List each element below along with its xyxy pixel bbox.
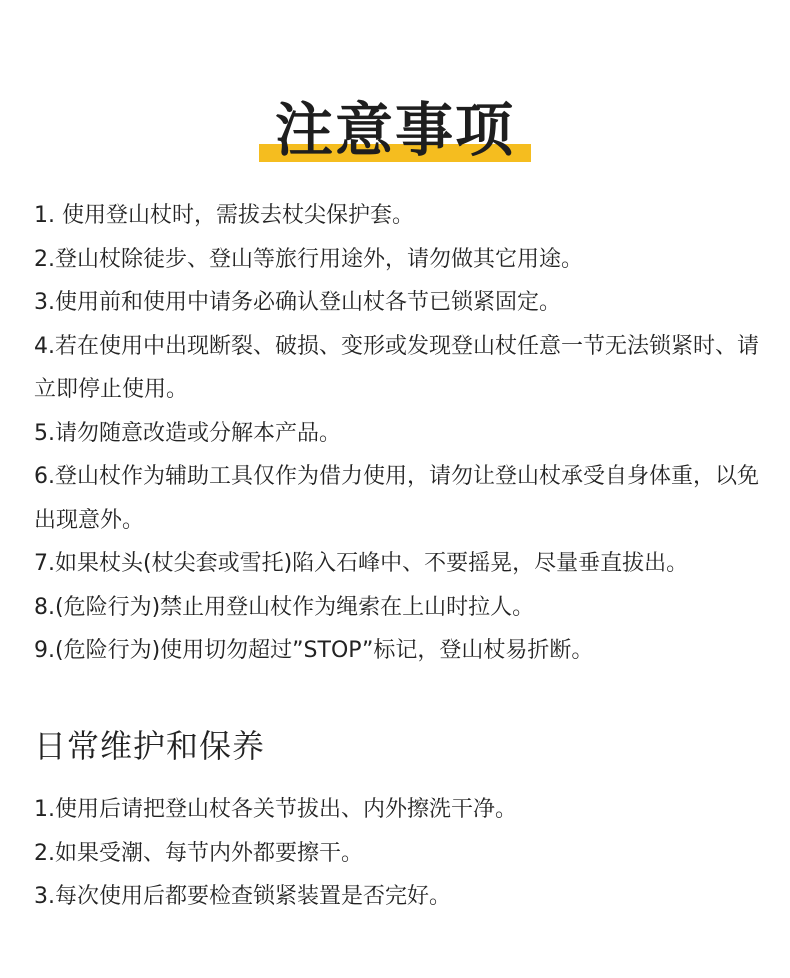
note-item: 1. 使用登山杖时，需拔去杖尖保护套。 bbox=[34, 203, 414, 228]
note-item: 4.若在使用中出现断裂、破损、变形或发现登山杖任意一节无法锁紧时、请立即停止使用。 bbox=[34, 333, 759, 402]
care-section-title: 日常维护和保养 bbox=[34, 727, 266, 765]
title-box bbox=[267, 94, 523, 166]
notes-list bbox=[34, 194, 774, 673]
note-item: 5.请勿随意改造或分解本产品。 bbox=[34, 420, 341, 446]
note-item: 9.(危险行为)使用切勿超过”STOP”标记，登山杖易折断。 bbox=[34, 638, 594, 663]
note-item: 6.登山杖作为辅助工具仅作为借力使用，请勿让登山杖承受自身体重，以免出现意外。 bbox=[34, 464, 759, 533]
care-item: 3.每次使用后都要检查锁紧装置是否完好。 bbox=[34, 884, 451, 909]
note-item: 3.使用前和使用中请务必确认登山杖各节已锁紧固定。 bbox=[34, 290, 561, 315]
page-title: 注意事项 bbox=[274, 96, 515, 164]
title-section bbox=[0, 94, 790, 166]
note-item: 2.登山杖除徒步、登山等旅行用途外，请勿做其它用途。 bbox=[34, 246, 583, 272]
note-item: 7.如果杖头(杖尖套或雪托)陷入石峰中、不要摇晃，尽量垂直拔出。 bbox=[34, 551, 689, 576]
care-item: 2.如果受潮、每节内外都要擦干。 bbox=[34, 840, 363, 866]
care-item: 1.使用后请把登山杖各关节拔出、内外擦洗干净。 bbox=[34, 797, 517, 822]
note-item: 8.(危险行为)禁止用登山杖作为绳索在上山时拉人。 bbox=[34, 594, 535, 620]
care-list bbox=[34, 788, 774, 919]
